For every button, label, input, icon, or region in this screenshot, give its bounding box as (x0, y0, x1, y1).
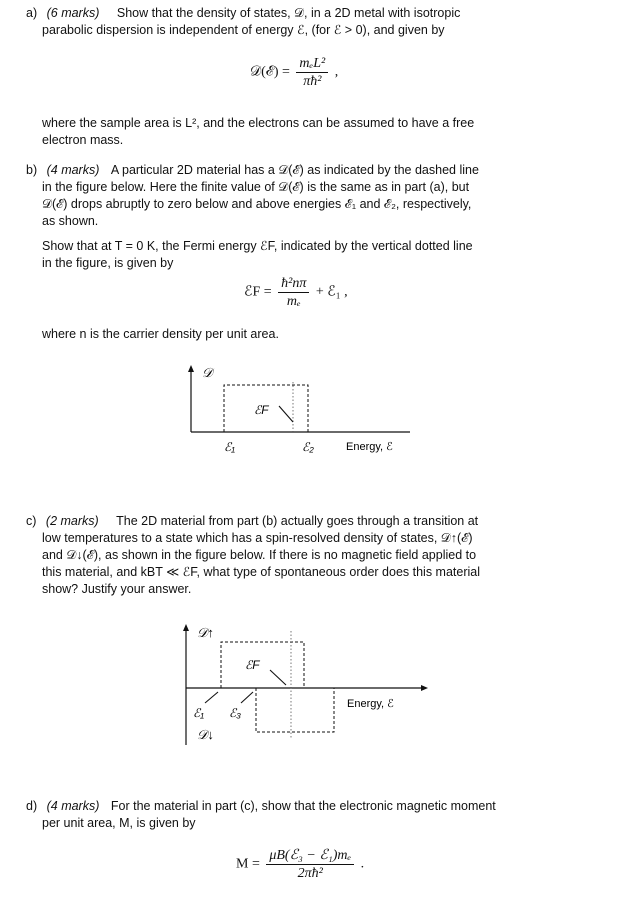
part-a-heading (26, 6, 460, 21)
part-c-text-3: and 𝒟↓(ℰ), as shown in the figure below. If there is no magnetic field applied to (42, 548, 477, 562)
part-b-eq-fraction (278, 276, 309, 309)
part-a-eq-denominator: πħ² (303, 74, 322, 89)
part-b-eq-denominator: mₑ (286, 294, 301, 309)
fig-c-y-up-label: 𝒟↑ (197, 625, 214, 640)
fig-c-y-down-label: 𝒟↓ (197, 727, 214, 742)
part-d-text-2: per unit area, M, is given by (42, 816, 196, 830)
fig-c-e3-tick (241, 692, 253, 703)
fig-c-e1-tick (205, 692, 218, 703)
part-b-text-4: as shown. (42, 214, 99, 228)
part-b-text-3: 𝒟(ℰ) drops abruptly to zero below and above energies ℰ₁ and ℰ₂, respectively, (42, 197, 472, 211)
part-b-eq-end: + ℰ₁ , (315, 284, 348, 300)
fig-c-x-arrow (421, 685, 428, 691)
part-d-eq-denominator: 2πħ² (297, 866, 323, 881)
part-d-label: d) (26, 799, 38, 813)
fig-c-e3-label: ℰ₃ (229, 706, 242, 720)
part-d-eq-fraction (266, 848, 354, 881)
part-d-eq-lhs: M = (236, 856, 260, 872)
part-a-eq-lhs: 𝒟(ℰ) = (250, 64, 290, 80)
part-a-eq-end: , (334, 64, 339, 80)
part-a-text-4: electron mass. (42, 133, 124, 147)
part-b-equation (244, 276, 348, 309)
fig-b-fermi-pointer (279, 406, 293, 422)
part-d-eq-end: . (360, 856, 365, 872)
part-b-label: b) (26, 163, 38, 177)
fig-c-fermi-pointer (270, 670, 286, 685)
fig-c-dos-up-dashed (221, 642, 304, 688)
fig-b-y-arrow (188, 365, 194, 372)
part-b-text-5: Show that at T = 0 K, the Fermi energy ℰF, indicated by the vertical dotted line (42, 239, 473, 253)
fig-b-x-label: Energy, ℰ (346, 441, 393, 453)
part-b-eq-lhs: ℰF = (244, 284, 272, 300)
part-a-label: a) (26, 6, 38, 20)
part-a-equation (250, 56, 338, 89)
part-d-heading (26, 799, 496, 814)
part-c-heading (26, 514, 478, 529)
fig-c-e1-label: ℰ₁ (193, 706, 205, 720)
part-d-eq-numerator: μB(ℰ₃ − ℰ₁)mₑ (266, 848, 354, 865)
part-d-marks: (4 marks) (46, 799, 100, 813)
part-b-eq-numerator: ħ²nπ (278, 276, 309, 293)
fig-b-e1-label: ℰ₁ (224, 440, 236, 454)
part-a-eq-numerator: mₑL² (296, 56, 328, 73)
figure-b (180, 360, 440, 460)
part-c-marks: (2 marks) (45, 514, 99, 528)
figure-c (175, 615, 445, 755)
part-c-text-5: show? Justify your answer. (42, 582, 192, 596)
fig-c-ef-label: ℰF (245, 658, 260, 672)
fig-c-dos-down-dashed (256, 688, 334, 732)
fig-b-e2-label: ℰ₂ (302, 440, 314, 454)
part-a-marks: (6 marks) (46, 6, 100, 20)
part-c-label: c) (26, 514, 37, 528)
fig-c-x-label: Energy, ℰ (347, 698, 394, 710)
part-a-text-2: parabolic dispersion is independent of energy ℰ, (for ℰ > 0), and given by (42, 23, 445, 37)
part-a-eq-fraction (296, 56, 328, 89)
part-b-text-2: in the figure below. Here the finite value of 𝒟(ℰ) is the same as in part (a), but (42, 180, 470, 194)
fig-c-y-arrow (183, 624, 189, 631)
fig-b-ef-label: ℰF (254, 403, 269, 417)
part-b-heading (26, 163, 479, 178)
part-d-text-1: For the material in part (c), show that the electronic magnetic moment (110, 799, 496, 813)
part-b-text-6: in the figure, is given by (42, 256, 174, 270)
fig-b-y-label: 𝒟 (202, 365, 213, 380)
part-c-text-2: low temperatures to a state which has a spin-resolved density of states, 𝒟↑(ℰ) (42, 531, 473, 545)
part-a-text-3: where the sample area is L², and the electrons can be assumed to have a free (42, 116, 475, 130)
part-b-text-1: A particular 2D material has a 𝒟(ℰ) as indicated by the dashed line (110, 163, 479, 177)
part-d-equation (236, 848, 364, 881)
part-b-text-7: where n is the carrier density per unit area. (42, 327, 279, 341)
part-a-text-1: Show that the density of states, 𝒟, in a 2D metal with isotropic (116, 6, 461, 20)
part-c-text-4: this material, and kBT ≪ ℰF, what type of spontaneous order does this material (42, 565, 481, 579)
part-c-text-1: The 2D material from part (b) actually goes through a transition at (116, 514, 479, 528)
part-b-marks: (4 marks) (46, 163, 100, 177)
